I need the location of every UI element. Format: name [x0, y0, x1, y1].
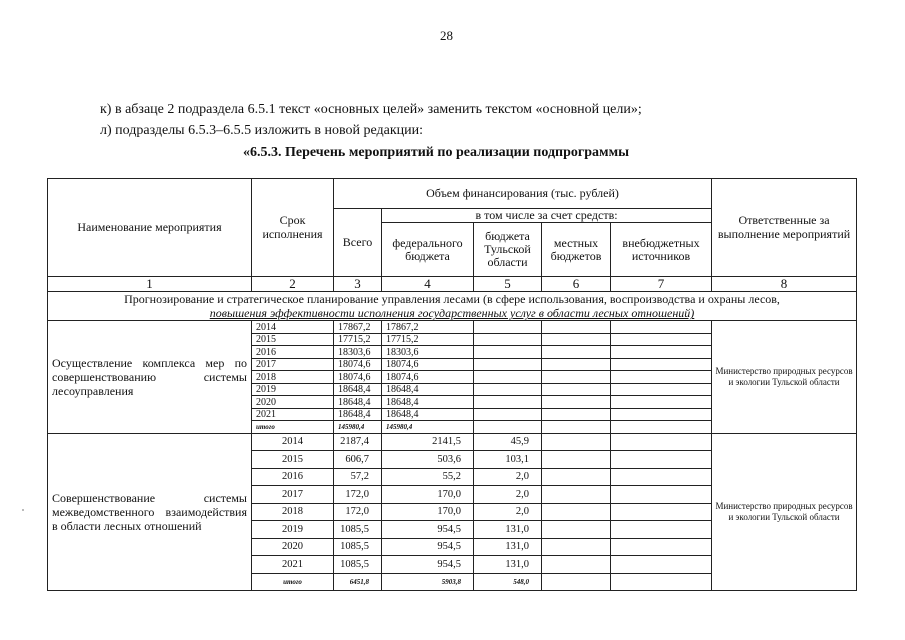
- column-number: 4: [382, 277, 474, 292]
- federal-cell: 18648,4: [382, 383, 474, 396]
- total-cell: 2187,4: [334, 433, 382, 451]
- activity-1-rows: [48, 321, 857, 434]
- total-cell: 1085,5: [334, 521, 382, 539]
- offbudget-cell: [611, 433, 712, 451]
- regional-cell: [474, 421, 542, 434]
- year-cell: 2015: [252, 333, 334, 346]
- regional-cell: 548,0: [474, 573, 542, 591]
- regional-cell: 45,9: [474, 433, 542, 451]
- year-cell: 2018: [252, 371, 334, 384]
- responsible-cell: Министерство природных ресурсов и экологии Тульской области: [712, 433, 857, 591]
- section-heading-line1: Прогнозирование и стратегическое планирование управления лесами (в сфере использования, воспроизводства и охраны лесов,: [124, 292, 780, 307]
- header-offbudget: внебюджетных источников: [611, 223, 712, 277]
- header-name: Наименование мероприятия: [48, 179, 252, 277]
- federal-cell: 18074,6: [382, 371, 474, 384]
- regional-cell: 2,0: [474, 468, 542, 486]
- federal-cell: 954,5: [382, 538, 474, 556]
- year-cell: 2015: [252, 451, 334, 469]
- local-cell: [542, 538, 611, 556]
- offbudget-cell: [611, 521, 712, 539]
- local-cell: [542, 408, 611, 421]
- section-heading-line2: повышения эффективности исполнения государственных услуг в области лесных отношений): [209, 306, 695, 321]
- regional-cell: [474, 396, 542, 409]
- year-cell: 2016: [252, 346, 334, 359]
- activity-2-rows: [48, 433, 857, 591]
- total-cell: 18303,6: [334, 346, 382, 359]
- local-cell: [542, 383, 611, 396]
- offbudget-cell: [611, 396, 712, 409]
- federal-cell: 2141,5: [382, 433, 474, 451]
- local-cell: [542, 333, 611, 346]
- header-including: в том числе за счет средств:: [382, 209, 712, 223]
- offbudget-cell: [611, 556, 712, 574]
- section-title: «6.5.3. Перечень мероприятий по реализации подпрограммы: [243, 145, 630, 160]
- regional-cell: [474, 333, 542, 346]
- local-cell: [542, 346, 611, 359]
- year-cell: 2021: [252, 556, 334, 574]
- local-cell: [542, 321, 611, 334]
- column-number: 3: [334, 277, 382, 292]
- federal-cell: 503,6: [382, 451, 474, 469]
- offbudget-cell: [611, 321, 712, 334]
- total-cell: 18648,4: [334, 383, 382, 396]
- total-cell: 172,0: [334, 486, 382, 504]
- local-cell: [542, 503, 611, 521]
- total-cell: 1085,5: [334, 538, 382, 556]
- regional-cell: [474, 321, 542, 334]
- federal-cell: 170,0: [382, 486, 474, 504]
- total-cell: 57,2: [334, 468, 382, 486]
- header-local: местных бюджетов: [542, 223, 611, 277]
- header-responsible: Ответственные за выполнение мероприятий: [712, 179, 857, 277]
- year-cell: 2018: [252, 503, 334, 521]
- local-cell: [542, 468, 611, 486]
- federal-cell: 18648,4: [382, 408, 474, 421]
- federal-cell: 17715,2: [382, 333, 474, 346]
- total-cell: 172,0: [334, 503, 382, 521]
- total-cell: 606,7: [334, 451, 382, 469]
- total-cell: 145980,4: [334, 421, 382, 434]
- offbudget-cell: [611, 503, 712, 521]
- federal-cell: 18303,6: [382, 346, 474, 359]
- local-cell: [542, 486, 611, 504]
- federal-cell: 17867,2: [382, 321, 474, 334]
- year-cell: 2019: [252, 521, 334, 539]
- column-number: 8: [712, 277, 857, 292]
- header-regional: бюджета Тульской области: [474, 223, 542, 277]
- federal-cell: 18648,4: [382, 396, 474, 409]
- offbudget-cell: [611, 408, 712, 421]
- regional-cell: [474, 346, 542, 359]
- regional-cell: 2,0: [474, 503, 542, 521]
- total-cell: 17867,2: [334, 321, 382, 334]
- year-cell: 2014: [252, 321, 334, 334]
- column-number: 6: [542, 277, 611, 292]
- header-funding: Объем финансирования (тыс. рублей): [334, 179, 712, 209]
- federal-cell: 18074,6: [382, 358, 474, 371]
- paragraph-1: к) в абзаце 2 подраздела 6.5.1 текст «основных целей» заменить текстом «основной цели»;: [100, 102, 642, 117]
- year-cell: 2017: [252, 358, 334, 371]
- regional-cell: [474, 358, 542, 371]
- year-cell: 2016: [252, 468, 334, 486]
- offbudget-cell: [611, 573, 712, 591]
- year-cell: 2020: [252, 396, 334, 409]
- federal-cell: 954,5: [382, 521, 474, 539]
- regional-cell: 131,0: [474, 556, 542, 574]
- header-term: Срок исполнения: [252, 179, 334, 277]
- column-number: 2: [252, 277, 334, 292]
- regional-cell: 131,0: [474, 538, 542, 556]
- regional-cell: 131,0: [474, 521, 542, 539]
- offbudget-cell: [611, 486, 712, 504]
- column-number: 5: [474, 277, 542, 292]
- total-cell: 6451,8: [334, 573, 382, 591]
- page-number: 28: [440, 28, 453, 43]
- offbudget-cell: [611, 538, 712, 556]
- offbudget-cell: [611, 333, 712, 346]
- regional-cell: [474, 371, 542, 384]
- federal-cell: 55,2: [382, 468, 474, 486]
- total-cell: 18648,4: [334, 396, 382, 409]
- regional-cell: [474, 383, 542, 396]
- activity-name: Осуществление комплекса мер по совершенствованию системы лесоуправления: [48, 321, 252, 434]
- year-cell: итого: [252, 421, 334, 434]
- local-cell: [542, 371, 611, 384]
- total-cell: 18074,6: [334, 358, 382, 371]
- year-cell: 2020: [252, 538, 334, 556]
- local-cell: [542, 396, 611, 409]
- federal-cell: 170,0: [382, 503, 474, 521]
- local-cell: [542, 421, 611, 434]
- offbudget-cell: [611, 346, 712, 359]
- federal-cell: 954,5: [382, 556, 474, 574]
- offbudget-cell: [611, 468, 712, 486]
- regional-cell: 103,1: [474, 451, 542, 469]
- header-federal: федерального бюджета: [382, 223, 474, 277]
- responsible-cell: Министерство природных ресурсов и экологии Тульской области: [712, 321, 857, 434]
- header-total: Всего: [334, 209, 382, 277]
- total-cell: 18074,6: [334, 371, 382, 384]
- offbudget-cell: [611, 358, 712, 371]
- scan-speck: [22, 509, 24, 511]
- offbudget-cell: [611, 451, 712, 469]
- column-number: 1: [48, 277, 252, 292]
- total-cell: 18648,4: [334, 408, 382, 421]
- year-cell: 2019: [252, 383, 334, 396]
- offbudget-cell: [611, 383, 712, 396]
- table-row: [48, 321, 857, 334]
- local-cell: [542, 573, 611, 591]
- table-row: [48, 433, 857, 451]
- activities-table: [47, 178, 857, 591]
- total-cell: 1085,5: [334, 556, 382, 574]
- paragraph-2: л) подразделы 6.5.3–6.5.5 изложить в новой редакции:: [100, 123, 424, 138]
- activity-name: Совершенствование системы межведомственного взаимодействия в области лесных отношений: [48, 433, 252, 591]
- year-cell: 2017: [252, 486, 334, 504]
- local-cell: [542, 451, 611, 469]
- year-cell: 2021: [252, 408, 334, 421]
- federal-cell: 145980,4: [382, 421, 474, 434]
- regional-cell: [474, 408, 542, 421]
- offbudget-cell: [611, 421, 712, 434]
- total-cell: 17715,2: [334, 333, 382, 346]
- federal-cell: 5903,8: [382, 573, 474, 591]
- year-cell: 2014: [252, 433, 334, 451]
- regional-cell: 2,0: [474, 486, 542, 504]
- offbudget-cell: [611, 371, 712, 384]
- section-heading-row: [48, 292, 857, 321]
- column-number: 7: [611, 277, 712, 292]
- local-cell: [542, 521, 611, 539]
- local-cell: [542, 433, 611, 451]
- year-cell: итого: [252, 573, 334, 591]
- local-cell: [542, 556, 611, 574]
- local-cell: [542, 358, 611, 371]
